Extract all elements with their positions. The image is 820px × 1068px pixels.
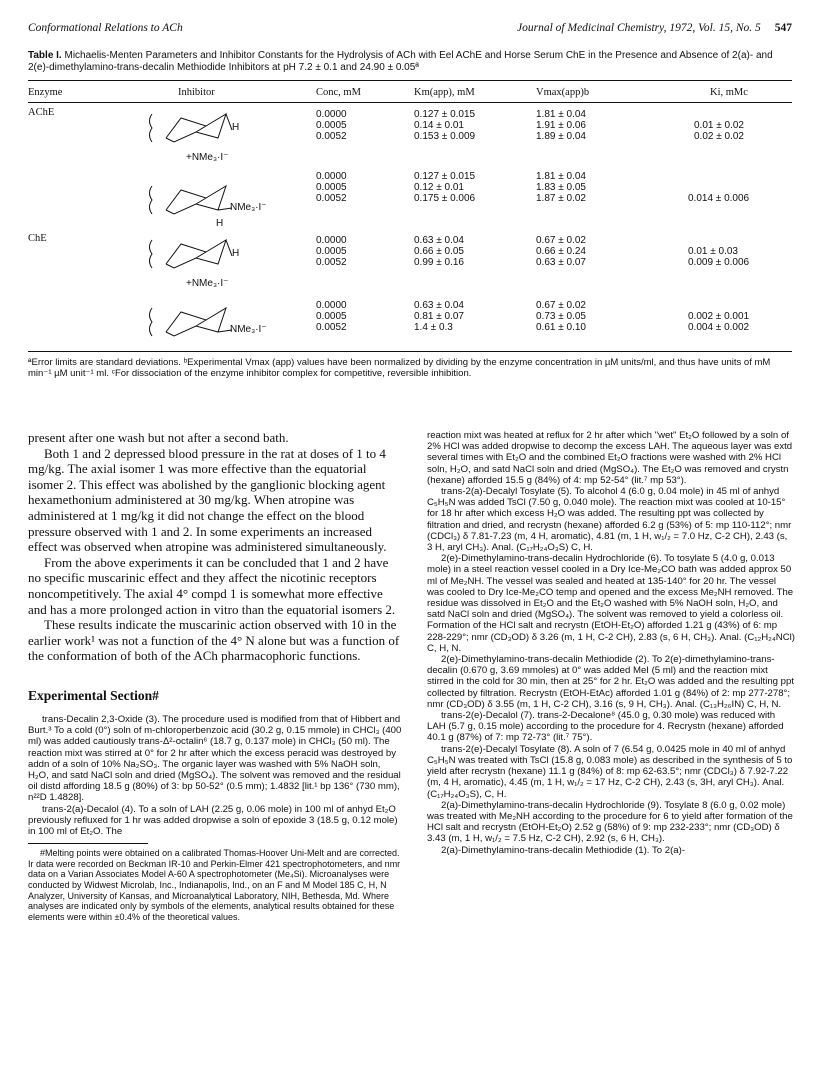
- conc-values: 0.0000 0.0005 0.0052: [316, 235, 347, 268]
- equatorial-substituent-label-che: NMe₃·I⁻: [230, 324, 267, 335]
- body-paragraph: These results indicate the muscarinic action observed with 10 in the earlier work¹ was not a function of the 4° N alone but was a function of the conformation of both of the ACh pharmacophoric functions.: [28, 617, 400, 664]
- table-caption-text: Michaelis-Menten Parameters and Inhibitor Constants for the Hydrolysis of ACh with Eel AChE and Horse Serum ChE in the Presence and Absence of 2(a)- and 2(e)-dimethylamino-trans-decalin Methiodide Inhibitors at pH 7.2 ± 0.1 and 24.90 ± 0.05ª: [28, 50, 773, 73]
- axial-inhibitor-structure: [146, 108, 306, 168]
- experimental-paragraph: trans-2(e)-Decalol (7). trans-2-Decalone⁸ (45.0 g, 0.30 mole) was reduced with LAH (5.7 g, 0.15 mole) according to the procedure for 4. Recrystn (hexane) afforded 40.1 g (87%) of 7: mp 72-73° (lit.⁷ 75°).: [427, 710, 784, 744]
- km-values: 0.63 ± 0.04 0.66 ± 0.05 0.99 ± 0.16: [414, 235, 464, 268]
- page-number: 547: [774, 22, 792, 34]
- body-paragraph: From the above experiments it can be concluded that 1 and 2 have no specific muscarinic effect and they affect the nicotinic receptors noncompetitively. The axial 4° compd 1 is somewhat more effective and has a more prolonged action in vitro than the equatorial isomers 2.: [28, 554, 396, 617]
- experimental-paragraph: 2(a)-Dimethylamino-trans-decalin Hydrochloride (9). Tosylate 8 (6.0 g, 0.02 mole) was treated with Me₂NH according to the procedure for 6 to yield after formation of the HCl salt and recrystn (EtOH-Et₂O) 2.52 g (58%) of 9: mp 232-233°; nmr (CD₃OD) δ 3.43 (m, 1 H, w₁/₂ = 7.5 Hz, C-2 CH), 2.92 (s, 6 H, CH₃).: [427, 799, 793, 845]
- equatorial-inhibitor-structure: [146, 180, 306, 232]
- equatorial-substituent-label: NMe₃·I⁻: [230, 202, 267, 213]
- ki-values: 0.01 ± 0.02 0.02 ± 0.02: [694, 120, 744, 142]
- experimental-paragraph: reaction mixt was heated at reflux for 2 hr after which "wet" Et₂O followed by a soln of 2% HCl was added dropwise to decomp the excess LAH. The aqueous layer was extd several times with Et₂O and the combined Et₂O fractions were washed with 2% HCl soln, H₂O, and satd NaCl soln and dried (MgSO₄). The Et₂O was removed and crystn (hexane) afforded 15.5 g (84%) of 4: mp 52-54° (lit.⁷ mp 53°).: [427, 430, 793, 486]
- axial-inhibitor-structure-che: [146, 234, 306, 294]
- table-footnote: ªError limits are standard deviations. ᵇExperimental Vmax (app) values have been normalized by dividing by the enzyme concentration in µM units/ml, and thus have units of mM min⁻¹ µM unit⁻¹ ml. ᶜFor dissociation of the enzyme inhibitor complex for competitive, reversible inhibition.: [28, 357, 771, 379]
- journal-citation: Journal of Medicinal Chemistry, 1972, Vol. 15, No. 5: [517, 22, 761, 34]
- footnote-rule: [28, 843, 148, 844]
- vmax-values: 1.81 ± 0.04 1.83 ± 0.05 1.87 ± 0.02: [536, 171, 586, 204]
- experimental-paragraph: trans-2(a)-Decalyl Tosylate (5). To alcohol 4 (6.0 g, 0.04 mole) in 45 ml of anhyd C₅H₅N was added TsCl (7.50 g, 0.040 mole). The reaction mixt was cooled at 10-15° for 18 hr after which excess H₂O was added. The resulting ppt was collected by filtration and dried, and recrystn (hexane) afforded 6.2 g (53%) of 5: mp 110-112°; nmr (CDCl₃) δ 7.81-7.23 (m, 4 H, aromatic), 4.81 (m, 1 H, w₁/₂ = 7.0 Hz, C-2 CH), 2.43 (s, 3 H, aryl CH₃). Anal. (C₁₇H₂₄O₃S) C, H.: [427, 486, 792, 554]
- vmax-values: 1.81 ± 0.04 1.91 ± 0.06 1.89 ± 0.04: [536, 109, 586, 142]
- header-inhibitor: Inhibitor: [178, 87, 215, 98]
- running-head-title: Conformational Relations to ACh: [28, 22, 183, 34]
- table-caption: [28, 50, 792, 74]
- conc-values: 0.0000 0.0005 0.0052: [316, 109, 347, 142]
- experimental-paragraph: 2(a)-Dimethylamino-trans-decalin Methiodide (1). To 2(a)-: [441, 844, 686, 856]
- kinetics-table: [28, 80, 792, 352]
- header-conc: Conc, mM: [316, 87, 361, 98]
- axial-substituent-label-che: +NMe₃·I⁻: [186, 278, 229, 289]
- experimental-paragraph: 2(e)-Dimethylamino-trans-decalin Methiodide (2). To 2(e)-dimethylamino-trans-decalin (0.670 g, 3.69 mmoles) at 0° was added MeI (5 ml) and the reaction mixt stirred in the cold for 30 min, then at 25° for 2 hr. Et₂O was added and the resulting ppt collected by filtration. Recrystn (EtOH-EtAc) afforded 1.01 g (84%) of 2: mp 277-278°; nmr (CD₃OD) δ 3.55 (m, 1 H, C-2 CH), 3.16 (s, 9 H, CH₃). Anal. (C₁₃H₂₆IN) C, H, N.: [427, 654, 795, 710]
- ki-values: 0.01 ± 0.03 0.009 ± 0.006: [688, 246, 750, 268]
- km-values: 0.63 ± 0.04 0.81 ± 0.07 1.4 ± 0.3: [414, 300, 464, 333]
- running-head-journal: [517, 22, 792, 34]
- section-heading: Experimental Section#: [28, 687, 159, 703]
- km-values: 0.127 ± 0.015 0.12 ± 0.01 0.175 ± 0.006: [414, 171, 476, 204]
- conc-values: 0.0000 0.0005 0.0052: [316, 171, 347, 204]
- axial-h-label: H: [232, 122, 240, 133]
- axial-substituent-label: +NMe₃·I⁻: [186, 152, 229, 163]
- left-column: [28, 430, 403, 922]
- vmax-values: 0.67 ± 0.02 0.66 ± 0.24 0.63 ± 0.07: [536, 235, 586, 268]
- table-bottom-rule: [28, 351, 792, 352]
- experimental-paragraph: trans-2(a)-Decalol (4). To a soln of LAH (2.25 g, 0.06 mole) in 100 ml of anhyd Et₂O previously refluxed for 1 hr was added dropwise a soln of epoxide 3 (18.5 g, 0.12 mole) in 100 ml of Et₂O. The: [28, 803, 398, 837]
- ki-values: 0.014 ± 0.006: [688, 193, 750, 204]
- vmax-values: 0.67 ± 0.02 0.73 ± 0.05 0.61 ± 0.10: [536, 300, 586, 333]
- experimental-paragraph: trans-Decalin 2,3-Oxide (3). The procedure used is modified from that of Hibbert and Burt.³ To a cold (0°) soln of m-chloroperbenzoic acid (30.2 g, 0.15 mmole) in CHCl₃ (400 ml) was added cautiously trans-Δ²-octalin⁶ (18.7 g, 0.137 mole) in CHCl₃ (50 ml). The reaction mixt was stirred at 0° for 2 hr after which the excess peracid was destroyed by addn of a soln of 10% Na₂SO₃. The organic layer was washed with 5% NaOH soln, H₂O, and satd NaCl soln and dried (MgSO₄). The solvent was removed and the residual oil distd affording 18.5 g (80%) of 3: bp 50-52° (0.5 mm); 1.4832 [lit.¹ bp 136° (730 mm), n²²D 1.4828].: [28, 713, 402, 804]
- table-top-rule: [28, 80, 792, 81]
- equatorial-inhibitor-structure-che: [146, 302, 306, 352]
- equatorial-h-label: H: [216, 218, 224, 229]
- right-column: [427, 430, 795, 856]
- table-label: Table I.: [28, 50, 62, 61]
- experimental-paragraph: 2(e)-Dimethylamino-trans-decalin Hydrochloride (6). To tosylate 5 (4.0 g, 0.013 mole) in a steel reaction vessel cooled in a Dry Ice-Me₂CO bath was added approx 50 ml of Me₂NH. The vessel was sealed and heated at 135-140° for 20 hr. The vessel was cooled to Dry Ice-Me₂CO temp and opened and the excess Me₂NH removed. The residue was dissolved in Et₂O and the Et₂O washed with 5% NaOH soln, H₂O, and satd NaCl soln and dried (MgSO₄). The solvent was removed to yield a colorless oil. Formation of the HCl salt and recrystn (EtOH-Et₂O) afforded 1.21 g (43%) of 6: mp 228-229°; nmr (CD₃OD) δ 3.26 (m, 1 H, C-2 CH), 2.83 (s, 6 H, CH₃). Anal. (C₁₂H₂₄NCl) C, H, N.: [427, 553, 795, 654]
- enzyme-che: ChE: [28, 233, 47, 244]
- header-enzyme: Enzyme: [28, 87, 63, 98]
- body-paragraph: present after one wash but not after a second bath.: [28, 430, 289, 445]
- ki-values: 0.002 ± 0.001 0.004 ± 0.002: [688, 311, 750, 333]
- conc-values: 0.0000 0.0005 0.0052: [316, 300, 347, 333]
- experimental-paragraph: trans-2(e)-Decalyl Tosylate (8). A soln of 7 (6.54 g, 0.0425 mole in 40 ml of anhyd C₅H₅N was treated with TsCl (15.8 g, 0.083 mole) as described in the synthesis of 5 to yield after recrystn (hexane) 11.1 g (84%) of 8: mp 62-63.5°; nmr (CDCl₃) δ 7.92-7.22 (m, 4 H, aromatic), 4.45 (m, 1 H, w₁/₂ = 17 Hz, C-2 CH), 2.43 (s, 3H, aryl CH₃). Anal. (C₁₇H₂₄O₃S), C, H.: [427, 743, 793, 800]
- experimental-footnote: #Melting points were obtained on a calibrated Thomas-Hoover Uni-Melt and are corrected. Ir data were recorded on Beckman IR-10 and Perkin-Elmer 421 spectrophotometers, and nmr data on a Varian Associates Model A-60 A spectrophotometer (Me₄Si). Microanalyses were conducted by Widwest Microlab, Inc., Indianapolis, Ind., on an F and M Model 185 C, H, N Analyzer, University of Kansas, and Microanalytical Laboratory, NIH, Bethesda, Md. Where analyses are indicated only by symbols of the elements, analytical results obtained for these elements were within ±0.4% of the theoretical values.: [28, 848, 401, 922]
- running-head: [28, 22, 792, 38]
- header-ki: Ki, mMc: [710, 87, 748, 98]
- header-vmax: Vmax(app)b: [536, 87, 590, 98]
- axial-h-label-che: H: [232, 248, 240, 259]
- header-km: Km(app), mM: [414, 87, 475, 98]
- decalin-axial-drawing-che: [146, 234, 266, 274]
- km-values: 0.127 ± 0.015 0.14 ± 0.01 0.153 ± 0.009: [414, 109, 476, 142]
- body-paragraph: Both 1 and 2 depressed blood pressure in the rat at doses of 1 to 4 mg/kg. The axial isomer 1 was more effective than the equatorial isomer 2. This effect was abolished by the ganglionic blocking agent hexamethonium administered at 30 mg/kg. When atropine was administered at 1 mg/kg it did not change the effect on the blood pressure observed with 1 and 2. In some experiments an increased effect was observed when atropine was administered simultaneously.: [28, 445, 387, 555]
- enzyme-ache: AChE: [28, 107, 55, 118]
- table-header-rule: [28, 102, 792, 103]
- decalin-axial-drawing: [146, 108, 266, 148]
